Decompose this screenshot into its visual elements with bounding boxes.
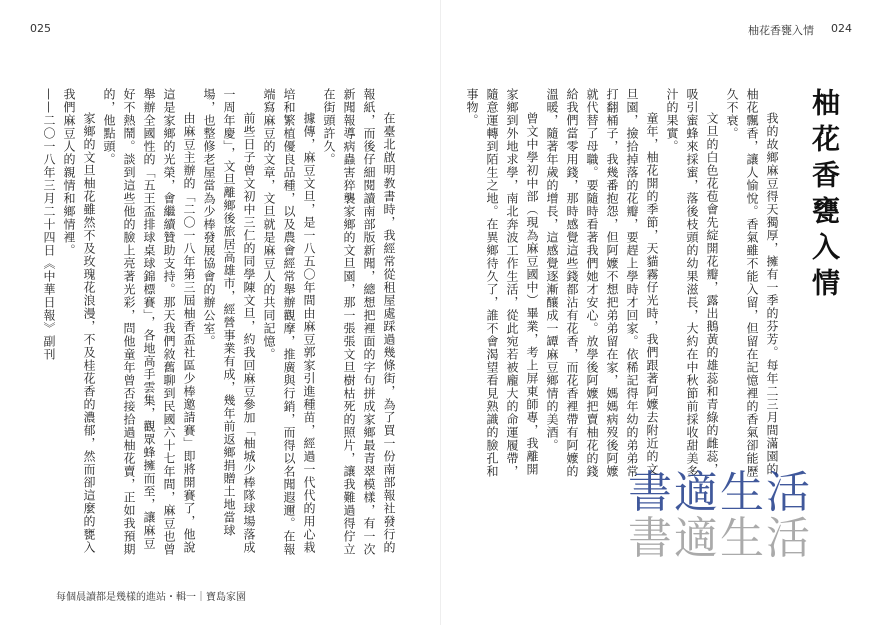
body-paragraph: 文旦的白色花苞會先綻開花瓣，露出鵝黃的雄蕊和青綠的雌蕊，吸引蜜蜂來採蜜，落後枝頭的幼果滋長，大約在中秋節前採收甜美多汁的果實。 <box>665 88 719 478</box>
right-page-number: 024 <box>831 22 852 35</box>
body-paragraph: 童年，柚花開的季節，天貓霧仔光時，我們跟著阿嬤去附近的文旦園，撿拾掉落的花瓣，要趕上學時才回家。依稀記得年幼的弟弟常打翻桶子，我幾番抱怨，但阿嬤不想把弟弟留在家，媽媽病歿後阿嬤就代替了母職。要隨時看著我們她才安心。放學後阿嬤把賣柚花的錢給我們當零用錢，那時感覺這些錢都沾有花香，而花香裡帶有阿嬤的溫暖，隨著年歲的增長，這感覺逐漸釀成一罈麻豆鄉情的美酒。 <box>545 88 659 478</box>
body-paragraph: 家鄉的文旦柚花雖然不及玫瑰花浪漫，不及桂花香的濃郁，然而卻這麼的甕入我們麻豆人的親情和鄉情裡。 <box>62 88 96 554</box>
article-title: 柚花香甕入情 <box>808 88 841 304</box>
book-footer: 每個晨讀都是幾樣的進站・輯一｜寶島家園 <box>56 592 246 603</box>
article-signature: ——二〇一八年三月二十四日《中華日報》副刊 <box>42 88 56 361</box>
watermark-logo <box>628 467 812 564</box>
running-title: 柚花香甕入情 <box>748 24 814 37</box>
right-page-body <box>465 88 782 478</box>
right-page <box>441 0 882 625</box>
watermark-text: 書適生活 <box>628 467 812 518</box>
body-paragraph: 在臺北啟明教書時，我經常從租屋處踩過幾條街，為了買一份南部報社發行的報紙，而後仔細閱讀南部版新聞，總想把裡面的字句拼成家鄉最青翠模樣，有一次新聞報導病蟲害猝襲家鄉的文旦園，那一張張文旦樹枯死的照片，讓我難過得佇立在街頭許久。 <box>322 88 396 556</box>
left-page-number: 025 <box>30 22 51 35</box>
body-paragraph: 據傳，麻豆文旦，是一八五〇年間由麻豆郭家引進種苗，經過一代代的用心栽培和繁植優良品種，以及農會經常舉辦觀摩，推廣與行銷，而得以名聞遐邇。在報端寫麻豆的文章，文旦就是麻豆人的共同記憶。 <box>262 88 316 556</box>
body-paragraph: 前些日子曾文初中三仁的同學陳文旦，約我回麻豆參加「柚城少棒隊球場落成一周年慶」，文旦離鄉後旅居高雄市，經營事業有成，幾年前返鄉捐贈土地當球場，也整修老屋當為少棒發展協會的辦公室。 <box>202 88 256 554</box>
left-page-body <box>42 88 399 558</box>
body-paragraph: 曾文中學初中部（現為麻豆國中）畢業，考上屏東師專，我離開家鄉到外地求學，南北奔波工作生活，從此宛若被龐大的命運履帶，隨意運轉到陌生之地。在異鄉待久了，誰不會渴望看見熟識的臉孔和事物。 <box>465 88 539 478</box>
watermark-shadow-text: 書適生活 <box>628 513 812 564</box>
body-paragraph: 我的故鄉麻豆得天獨厚，擁有一季的芬芳。每年二三月間滿園的柚花飄香，讓人愉悅。香氣雖不能入留，但留在記憶裡的香氣卻能歷久不衰。 <box>725 88 779 478</box>
body-paragraph: 由麻豆主辦的「二〇一八年第三屆柚香盃社區少棒邀請賽」即將開賽了，他說這是家鄉的光榮，會繼續贊助支持。那天我們敘舊聊到民國六十七年間，麻豆也曾舉辦全國性的「五王盃排球桌球錦標賽」，各地高手雲集，觀眾蜂擁而至，讓麻豆好不熱鬧。談到這些他的臉上亮著光彩，問他童年曾否接拾過柚花賣，正如我預期的，他點頭。 <box>102 88 196 556</box>
